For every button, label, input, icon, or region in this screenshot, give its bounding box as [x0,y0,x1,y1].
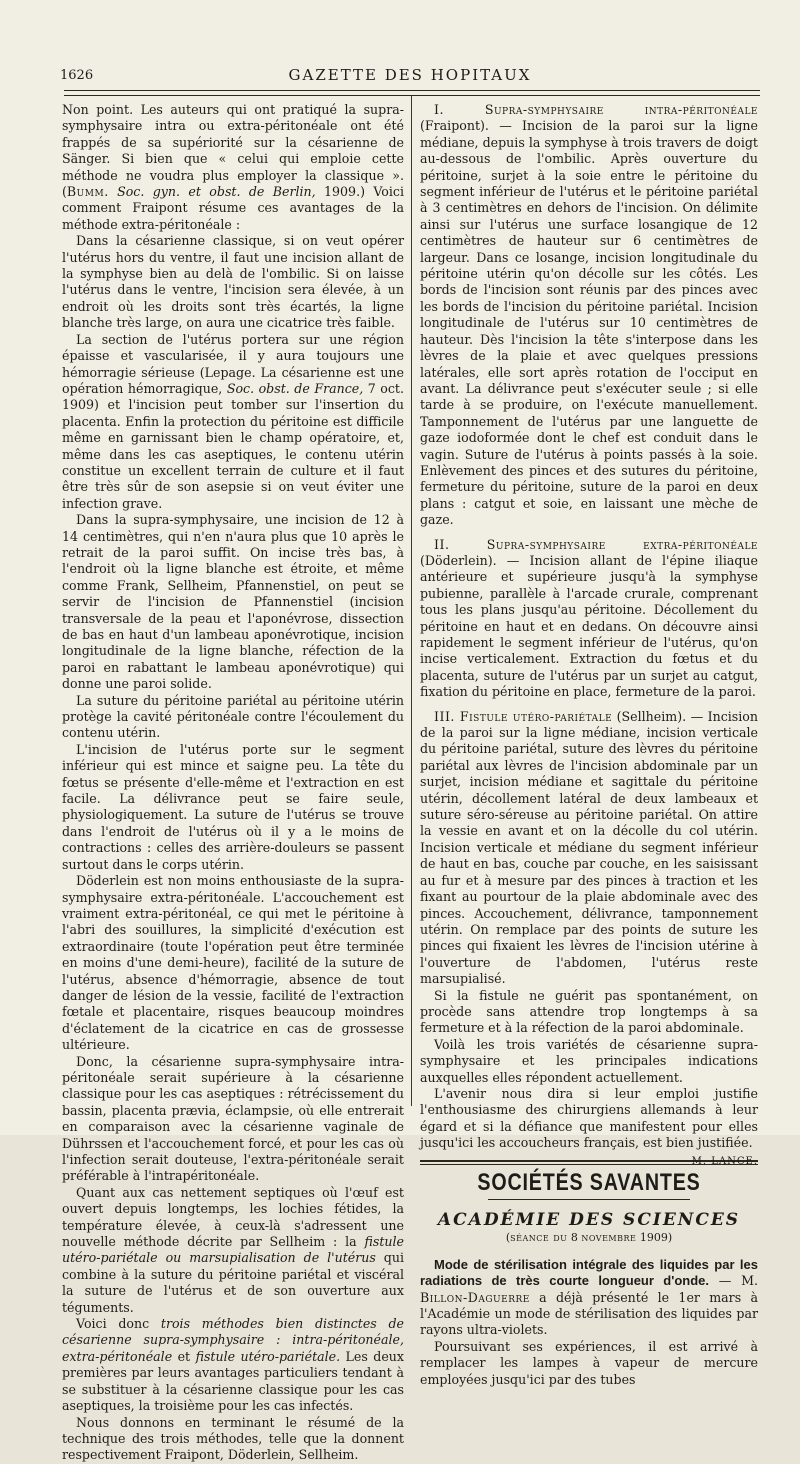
paragraph: L'incision de l'utérus porte sur le segment inférieur qui est mince et saigne peu. La tête du fœtus se présente d'elle-même et l'extraction en est facile. La délivrance peut se faire seule, physiologiquement. La suture de l'utérus se trouve dans l'endroit de l'utérus où il y a le moins de contractions : celles des arrière-douleurs se passent surtout dans le corps utérin. [62,741,404,872]
paragraph: Dans la supra-symphysaire, une incision de 12 à 14 centimètres, qui n'en n'aura plus que 10 après le retrait de la paroi suffit. On incise très bas, à l'endroit où la ligne blanche est étroite, et même comme Frank, Sellheim, Pfannenstiel, on peut se servir de l'incision de Pfannenstiel (incision transversale de la peau et l'aponévrose, dissection de bas en haut d'un lambeau aponévrotique, incision longitudinale de la ligne blanche, réfection de la paroi en rabattant le lambeau aponévrotique) qui donne une paroi solide. [62,512,404,692]
paragraph: Non point. Les auteurs qui ont pratiqué la supra-symphysaire intra ou extra-péritonéale ont été frappés de sa supériorité sur la césarienne de Sänger. Si bien que « celui qui emploie cette méthode ne voudra plus employer la classique ». (Bumm. Soc. gyn. et obst. de Berlin, 1909.) Voici comment Fraipont résume ces avantages de la méthode extra-péritonéale : [62,102,404,232]
section-title: SOCIÉTÉS SAVANTES [477,1168,701,1196]
paragraph: La suture du péritoine pariétal au péritoine utérin protège la cavité péritonéale contre l'écoulement du contenu utérin. [62,692,404,741]
paragraph: Voici donc trois méthodes bien distinctes de césarienne supra-symphysaire : intra-péritonéale, extra-péritonéale et fistule utéro-pariétale. Les deux premières par leurs avantages particuliers tendant à se substituer à la césarienne classique pour les cas aseptiques, la troisième pour les cas infectés. [62,1316,405,1414]
paragraph: Quant aux cas nettement septiques où l'œuf est ouvert depuis longtemps, les lochies fétides, la température élevée, à ceux-là s'adressent une nouvelle méthode décrite par Sellheim : la fistule utéro-pariétale ou marsupialisation de l'utérus qui combine à la suture du péritoine pariétal et viscéral la suture de l'utérus et de son ouverture aux téguments. [62,1184,404,1315]
session-date: (séance du 8 novembre 1909) [505,1231,673,1245]
running-title: GAZETTE DES HOPITAUX [288,66,532,84]
paragraph: Döderlein est non moins enthousiaste de la supra-symphysaire extra-péritonéale. L'accouchement est vraiment extra-péritonéal, ce qui met le péritoine à l'abri des souillures, la simplicité d'exécution est extraordinaire (toute l'opération peut être terminée en moins d'une demi-heure), facilité de la suture de l'utérus, absence d'hémorragie, absence de tout danger de lésion de la vessie, facilité de l'extraction fœtale et placentaire, risques beaucoup moindres d'éclatement de la cicatrice en cas de grossesse ultérieure. [62,873,404,1053]
paragraph: La section de l'utérus portera sur une région épaisse et vascularisée, il y aura toujours une hémorragie sérieuse (Lepage. La césarienne est une opération hémorragique, Soc. obst. de France, 7 oct. 1909) et l'incision peut tomber sur l'insertion du placenta. Enfin la protection du péritoine est difficile même en garnissant bien le champ opératoire, et, même dans les cas aseptiques, le contenu utérin constitue un excellent terrain de culture et il faut être très sûr de son asepsie si on veut éviter une infection grave. [62,331,404,511]
title-rule [488,1199,691,1200]
article-title: Mode de stérilisation intégrale des liquides par les radiations de très courte longueur d'onde. [420,1256,758,1289]
paragraph: Voilà les trois variétés de césarienne supra-symphysaire et les principales indications auxquelles elles répondent actuellement. [420,1036,758,1085]
section-heading: III. Fistule utéro-pariétale [434,708,613,724]
paragraph: Si la fistule ne guérit pas spontanément, on procède sans attendre trop longtemps à sa fermeture et à la réfection de la paroi abdominale. [420,987,758,1036]
article-paragraph: Mode de stérilisation intégrale des liquides par les radiations de très courte longueur d'onde. — M. Billon-Daguerre a déjà présenté le 1er mars à l'Académie un mode de stérilisation des liquides par rayons ultra-violets. [420,1256,758,1338]
paragraph: L'avenir nous dira si leur emploi justifie l'enthousiasme des chirurgiens allemands à leur égard et si la défiance que manifestent pour elles jusqu'ici les accoucheurs français, est bien justifiée. M. LANCE. [420,1086,758,1152]
section-heading: I. Supra-symphysaire intra-péritonéale [434,102,758,117]
paragraph: Dans la césarienne classique, si on veut opérer l'utérus hors du ventre, il faut une incision allant de la symphyse bien au delà de l'ombilic. Si on laisse l'utérus dans le ventre, l'incision sera élevée, à un endroit où les droits sont très écartés, la ligne blanche très large, on aura une cicatrice très faible. [62,233,404,331]
header-rule [64,90,760,96]
page-header [60,66,760,88]
paragraph: Poursuivant ses expériences, il est arrivé à remplacer les lampes à vapeur de mercure employées jusqu'ici par des tubes [420,1338,758,1387]
section-paragraph: II. Supra-symphysaire extra-péritonéale (Döderlein). — Incision allant de l'épine iliaque antérieure et supérieure jusqu'à la symphyse pubienne, parallèle à l'arcade crurale, comprenant tous les plans jusqu'au péritoine. Décollement du péritoine en haut et en dedans. On découvre ainsi rapidement le segment inférieur de l'utérus, qu'on incise verticalement. Extraction du fœtus et du placenta, suture de l'utérus par un surjet au catgut, fixation du péritoine en place, fermeture de la paroi. [420,536,758,700]
paragraph: Donc, la césarienne supra-symphysaire intra-péritonéale serait supérieure à la césarienne classique pour les cas aseptiques : rétrécissement du bassin, placenta prævia, éclampsie, où elle entrerait en comparaison avec la césarienne vaginale de Dührssen et l'accouchement forcé, et pour les cas où l'infection serait douteuse, l'extra-péritonéale serait préférable à l'intrapéritonéale. [62,1053,404,1184]
page-number: 1626 [60,68,94,83]
left-column [62,102,404,1464]
section-paragraph: III. Fistule utéro-pariétale (Sellheim). — Incision de la paroi sur la ligne médiane, incision verticale du péritoine pariétal, suture des lèvres du péritoine pariétal aux lèvres de l'incision abdominale par un surjet, incision médiane et sagittale du péritoine utérin, décollement latéral de deux lambeaux et suture séro-séreuse au péritoine pariétal. On attire la vessie en avant et on la décolle du col utérin. Incision verticale et médiane du segment inférieur de haut en bas, couche par couche, en les saisissant au fur et à mesure par des pinces à traction et les fixant au pourtour de la plaie abdominale avec des pinces. Accouchement, délivrance, tamponnement utérin. On remplace par des points de suture les pinces qui fixaient les lèvres de l'incision utérine à l'ouverture de l'abdomen, l'utérus reste marsupialisé. [420,708,758,987]
column-divider [411,96,412,1106]
section-paragraph: I. Supra-symphysaire intra-péritonéale (Fraipont). — Incision de la paroi sur la ligne médiane, depuis la symphyse à trois travers de doigt au-dessous de l'ombilic. Après ouverture du péritoine, surjet à la soie entre le péritoine du segment inférieur de l'utérus et le péritoine pariétal à 3 centimètres en dehors de l'incision. On délimite ainsi sur l'utérus une surface losangique de 12 centimètres de hauteur sur 6 centimètres de largeur. Dans ce losange, incision longitudinale du péritoine utérin qu'on décolle sur les côtés. Les bords de l'incision sont réunis par des pinces avec les bords de l'incision du péritoine pariétal. Incision longitudinale de l'utérus sur 10 centimètres de hauteur. Dès l'incision la tête s'interpose dans les lèvres de la plaie et avec quelques pressions latérales, elle sort après rotation de l'occiput en avant. La délivrance peut s'exécuter seule ; si elle tarde à se produire, on l'exécute manuellement. Tamponnement de l'utérus par une languette de gaze iodoformée dont le chef est conduit dans le vagin. Suture de l'utérus à points passés à la soie. Enlèvement des pinces et des sutures du péritoine, fermeture du péritoine, suture de la paroi en deux plans : catgut et soie, en laissant une mèche de gaze. [420,102,758,528]
paragraph: Nous donnons en terminant le résumé de la technique des trois méthodes, telle que la donnent respectivement Fraipont, Döderlein, Sellheim. [62,1414,404,1463]
right-column [420,102,758,1388]
society-title: ACADÉMIE DES SCIENCES [437,1210,741,1230]
section-heading: II. Supra-symphysaire extra-péritonéale [434,536,758,552]
author-signature: M. LANCE. [691,1155,758,1167]
